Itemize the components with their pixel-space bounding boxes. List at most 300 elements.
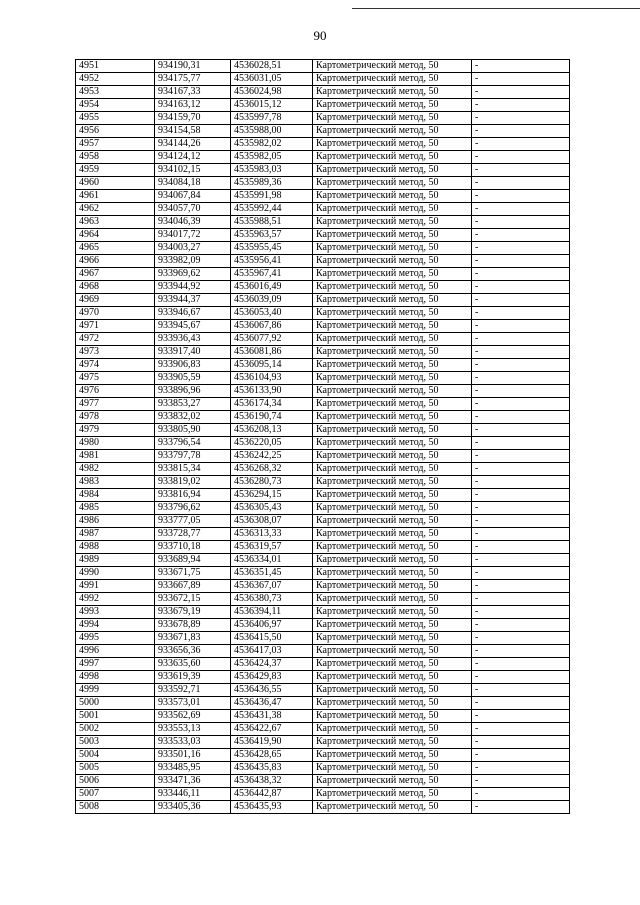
method-cell: Картометрический метод, 50 bbox=[313, 372, 472, 385]
y-coordinate-cell: 4536015,12 bbox=[231, 99, 313, 112]
method-cell: Картометрический метод, 50 bbox=[313, 385, 472, 398]
table-row bbox=[76, 255, 570, 268]
point-number-cell: 4985 bbox=[76, 502, 155, 515]
y-coordinate-cell: 4536351,45 bbox=[231, 567, 313, 580]
point-number-cell: 4988 bbox=[76, 541, 155, 554]
point-number-cell: 4984 bbox=[76, 489, 155, 502]
note-cell: - bbox=[472, 229, 570, 242]
table-row bbox=[76, 554, 570, 567]
y-coordinate-cell: 4535955,45 bbox=[231, 242, 313, 255]
method-cell: Картометрический метод, 50 bbox=[313, 242, 472, 255]
method-cell: Картометрический метод, 50 bbox=[313, 203, 472, 216]
table-row bbox=[76, 281, 570, 294]
note-cell: - bbox=[472, 684, 570, 697]
x-coordinate-cell: 933797,78 bbox=[155, 450, 231, 463]
y-coordinate-cell: 4536028,51 bbox=[231, 60, 313, 73]
y-coordinate-cell: 4536394,11 bbox=[231, 606, 313, 619]
method-cell: Картометрический метод, 50 bbox=[313, 437, 472, 450]
point-number-cell: 4983 bbox=[76, 476, 155, 489]
y-coordinate-cell: 4536174,34 bbox=[231, 398, 313, 411]
note-cell: - bbox=[472, 424, 570, 437]
table-row bbox=[76, 437, 570, 450]
y-coordinate-cell: 4536016,49 bbox=[231, 281, 313, 294]
y-coordinate-cell: 4536406,97 bbox=[231, 619, 313, 632]
method-cell: Картометрический метод, 50 bbox=[313, 554, 472, 567]
x-coordinate-cell: 933796,54 bbox=[155, 437, 231, 450]
point-number-cell: 4979 bbox=[76, 424, 155, 437]
y-coordinate-cell: 4536280,73 bbox=[231, 476, 313, 489]
table-row bbox=[76, 463, 570, 476]
table-row bbox=[76, 567, 570, 580]
table-row bbox=[76, 138, 570, 151]
point-number-cell: 4955 bbox=[76, 112, 155, 125]
method-cell: Картометрический метод, 50 bbox=[313, 645, 472, 658]
table-row bbox=[76, 775, 570, 788]
table-row bbox=[76, 645, 570, 658]
x-coordinate-cell: 933944,37 bbox=[155, 294, 231, 307]
y-coordinate-cell: 4536417,03 bbox=[231, 645, 313, 658]
note-cell: - bbox=[472, 190, 570, 203]
point-number-cell: 4974 bbox=[76, 359, 155, 372]
method-cell: Картометрический метод, 50 bbox=[313, 177, 472, 190]
table-row bbox=[76, 788, 570, 801]
method-cell: Картометрический метод, 50 bbox=[313, 255, 472, 268]
point-number-cell: 4965 bbox=[76, 242, 155, 255]
y-coordinate-cell: 4536077,92 bbox=[231, 333, 313, 346]
y-coordinate-cell: 4536294,15 bbox=[231, 489, 313, 502]
x-coordinate-cell: 934190,31 bbox=[155, 60, 231, 73]
method-cell: Картометрический метод, 50 bbox=[313, 697, 472, 710]
x-coordinate-cell: 934175,77 bbox=[155, 73, 231, 86]
y-coordinate-cell: 4536024,98 bbox=[231, 86, 313, 99]
note-cell: - bbox=[472, 801, 570, 814]
y-coordinate-cell: 4536367,07 bbox=[231, 580, 313, 593]
point-number-cell: 5000 bbox=[76, 697, 155, 710]
method-cell: Картометрический метод, 50 bbox=[313, 476, 472, 489]
y-coordinate-cell: 4535963,57 bbox=[231, 229, 313, 242]
method-cell: Картометрический метод, 50 bbox=[313, 775, 472, 788]
coordinates-table bbox=[75, 59, 570, 814]
table-row bbox=[76, 515, 570, 528]
x-coordinate-cell: 933896,96 bbox=[155, 385, 231, 398]
note-cell: - bbox=[472, 281, 570, 294]
note-cell: - bbox=[472, 216, 570, 229]
note-cell: - bbox=[472, 710, 570, 723]
point-number-cell: 5002 bbox=[76, 723, 155, 736]
y-coordinate-cell: 4535967,41 bbox=[231, 268, 313, 281]
note-cell: - bbox=[472, 762, 570, 775]
point-number-cell: 4968 bbox=[76, 281, 155, 294]
point-number-cell: 4973 bbox=[76, 346, 155, 359]
table-row bbox=[76, 502, 570, 515]
note-cell: - bbox=[472, 606, 570, 619]
table-row bbox=[76, 450, 570, 463]
note-cell: - bbox=[472, 528, 570, 541]
y-coordinate-cell: 4535983,03 bbox=[231, 164, 313, 177]
x-coordinate-cell: 934102,15 bbox=[155, 164, 231, 177]
note-cell: - bbox=[472, 723, 570, 736]
x-coordinate-cell: 933906,83 bbox=[155, 359, 231, 372]
table-row bbox=[76, 99, 570, 112]
point-number-cell: 4972 bbox=[76, 333, 155, 346]
x-coordinate-cell: 933944,92 bbox=[155, 281, 231, 294]
y-coordinate-cell: 4535988,00 bbox=[231, 125, 313, 138]
method-cell: Картометрический метод, 50 bbox=[313, 580, 472, 593]
y-coordinate-cell: 4536435,93 bbox=[231, 801, 313, 814]
method-cell: Картометрический метод, 50 bbox=[313, 60, 472, 73]
point-number-cell: 4964 bbox=[76, 229, 155, 242]
point-number-cell: 4969 bbox=[76, 294, 155, 307]
note-cell: - bbox=[472, 99, 570, 112]
table-row bbox=[76, 723, 570, 736]
y-coordinate-cell: 4536220,05 bbox=[231, 437, 313, 450]
x-coordinate-cell: 933982,09 bbox=[155, 255, 231, 268]
point-number-cell: 4977 bbox=[76, 398, 155, 411]
coordinates-table-body bbox=[76, 60, 570, 814]
y-coordinate-cell: 4536436,55 bbox=[231, 684, 313, 697]
table-row bbox=[76, 229, 570, 242]
x-coordinate-cell: 933679,19 bbox=[155, 606, 231, 619]
y-coordinate-cell: 4536190,74 bbox=[231, 411, 313, 424]
note-cell: - bbox=[472, 645, 570, 658]
table-row bbox=[76, 294, 570, 307]
method-cell: Картометрический метод, 50 bbox=[313, 86, 472, 99]
table-row bbox=[76, 528, 570, 541]
x-coordinate-cell: 933533,03 bbox=[155, 736, 231, 749]
x-coordinate-cell: 934167,33 bbox=[155, 86, 231, 99]
table-row bbox=[76, 346, 570, 359]
point-number-cell: 4966 bbox=[76, 255, 155, 268]
x-coordinate-cell: 934017,72 bbox=[155, 229, 231, 242]
x-coordinate-cell: 934144,26 bbox=[155, 138, 231, 151]
point-number-cell: 4978 bbox=[76, 411, 155, 424]
method-cell: Картометрический метод, 50 bbox=[313, 567, 472, 580]
y-coordinate-cell: 4536208,13 bbox=[231, 424, 313, 437]
x-coordinate-cell: 933777,05 bbox=[155, 515, 231, 528]
point-number-cell: 5001 bbox=[76, 710, 155, 723]
table-row bbox=[76, 632, 570, 645]
note-cell: - bbox=[472, 697, 570, 710]
y-coordinate-cell: 4536431,38 bbox=[231, 710, 313, 723]
y-coordinate-cell: 4536081,86 bbox=[231, 346, 313, 359]
note-cell: - bbox=[472, 60, 570, 73]
note-cell: - bbox=[472, 320, 570, 333]
y-coordinate-cell: 4536305,43 bbox=[231, 502, 313, 515]
page-number: 90 bbox=[313, 28, 327, 43]
note-cell: - bbox=[472, 138, 570, 151]
y-coordinate-cell: 4536436,47 bbox=[231, 697, 313, 710]
method-cell: Картометрический метод, 50 bbox=[313, 411, 472, 424]
top-rule bbox=[352, 8, 640, 9]
point-number-cell: 4953 bbox=[76, 86, 155, 99]
table-row bbox=[76, 684, 570, 697]
method-cell: Картометрический метод, 50 bbox=[313, 333, 472, 346]
x-coordinate-cell: 933969,62 bbox=[155, 268, 231, 281]
table-row bbox=[76, 424, 570, 437]
x-coordinate-cell: 933671,75 bbox=[155, 567, 231, 580]
x-coordinate-cell: 934163,12 bbox=[155, 99, 231, 112]
note-cell: - bbox=[472, 775, 570, 788]
point-number-cell: 4976 bbox=[76, 385, 155, 398]
point-number-cell: 5003 bbox=[76, 736, 155, 749]
method-cell: Картометрический метод, 50 bbox=[313, 359, 472, 372]
y-coordinate-cell: 4536422,67 bbox=[231, 723, 313, 736]
x-coordinate-cell: 933485,95 bbox=[155, 762, 231, 775]
point-number-cell: 4971 bbox=[76, 320, 155, 333]
x-coordinate-cell: 933945,67 bbox=[155, 320, 231, 333]
method-cell: Картометрический метод, 50 bbox=[313, 658, 472, 671]
table-row bbox=[76, 125, 570, 138]
x-coordinate-cell: 933946,67 bbox=[155, 307, 231, 320]
table-row bbox=[76, 86, 570, 99]
method-cell: Картометрический метод, 50 bbox=[313, 307, 472, 320]
y-coordinate-cell: 4535991,98 bbox=[231, 190, 313, 203]
point-number-cell: 4991 bbox=[76, 580, 155, 593]
y-coordinate-cell: 4536442,87 bbox=[231, 788, 313, 801]
method-cell: Картометрический метод, 50 bbox=[313, 619, 472, 632]
method-cell: Картометрический метод, 50 bbox=[313, 463, 472, 476]
table-row bbox=[76, 489, 570, 502]
y-coordinate-cell: 4536053,40 bbox=[231, 307, 313, 320]
table-row bbox=[76, 242, 570, 255]
y-coordinate-cell: 4535982,02 bbox=[231, 138, 313, 151]
table-row bbox=[76, 307, 570, 320]
note-cell: - bbox=[472, 593, 570, 606]
x-coordinate-cell: 933672,15 bbox=[155, 593, 231, 606]
method-cell: Картометрический метод, 50 bbox=[313, 268, 472, 281]
point-number-cell: 4989 bbox=[76, 554, 155, 567]
y-coordinate-cell: 4536435,83 bbox=[231, 762, 313, 775]
method-cell: Картометрический метод, 50 bbox=[313, 736, 472, 749]
table-row bbox=[76, 476, 570, 489]
note-cell: - bbox=[472, 268, 570, 281]
table-row bbox=[76, 112, 570, 125]
x-coordinate-cell: 933728,77 bbox=[155, 528, 231, 541]
y-coordinate-cell: 4535988,51 bbox=[231, 216, 313, 229]
note-cell: - bbox=[472, 203, 570, 216]
note-cell: - bbox=[472, 164, 570, 177]
x-coordinate-cell: 933816,94 bbox=[155, 489, 231, 502]
note-cell: - bbox=[472, 177, 570, 190]
note-cell: - bbox=[472, 489, 570, 502]
point-number-cell: 5007 bbox=[76, 788, 155, 801]
method-cell: Картометрический метод, 50 bbox=[313, 424, 472, 437]
point-number-cell: 4970 bbox=[76, 307, 155, 320]
note-cell: - bbox=[472, 476, 570, 489]
x-coordinate-cell: 933815,34 bbox=[155, 463, 231, 476]
note-cell: - bbox=[472, 619, 570, 632]
note-cell: - bbox=[472, 411, 570, 424]
point-number-cell: 4956 bbox=[76, 125, 155, 138]
x-coordinate-cell: 933573,01 bbox=[155, 697, 231, 710]
point-number-cell: 4962 bbox=[76, 203, 155, 216]
note-cell: - bbox=[472, 73, 570, 86]
x-coordinate-cell: 933667,89 bbox=[155, 580, 231, 593]
x-coordinate-cell: 933689,94 bbox=[155, 554, 231, 567]
y-coordinate-cell: 4535982,05 bbox=[231, 151, 313, 164]
method-cell: Картометрический метод, 50 bbox=[313, 151, 472, 164]
point-number-cell: 4954 bbox=[76, 99, 155, 112]
table-row bbox=[76, 697, 570, 710]
x-coordinate-cell: 934046,39 bbox=[155, 216, 231, 229]
method-cell: Картометрический метод, 50 bbox=[313, 229, 472, 242]
table-row bbox=[76, 398, 570, 411]
table-row bbox=[76, 268, 570, 281]
point-number-cell: 4951 bbox=[76, 60, 155, 73]
point-number-cell: 4996 bbox=[76, 645, 155, 658]
note-cell: - bbox=[472, 502, 570, 515]
y-coordinate-cell: 4536424,37 bbox=[231, 658, 313, 671]
method-cell: Картометрический метод, 50 bbox=[313, 99, 472, 112]
point-number-cell: 5008 bbox=[76, 801, 155, 814]
x-coordinate-cell: 933619,39 bbox=[155, 671, 231, 684]
method-cell: Картометрический метод, 50 bbox=[313, 190, 472, 203]
note-cell: - bbox=[472, 294, 570, 307]
point-number-cell: 4993 bbox=[76, 606, 155, 619]
table-row bbox=[76, 606, 570, 619]
point-number-cell: 4995 bbox=[76, 632, 155, 645]
y-coordinate-cell: 4536429,83 bbox=[231, 671, 313, 684]
x-coordinate-cell: 933905,59 bbox=[155, 372, 231, 385]
y-coordinate-cell: 4535956,41 bbox=[231, 255, 313, 268]
x-coordinate-cell: 933917,40 bbox=[155, 346, 231, 359]
table-row bbox=[76, 411, 570, 424]
table-row bbox=[76, 749, 570, 762]
x-coordinate-cell: 933710,18 bbox=[155, 541, 231, 554]
method-cell: Картометрический метод, 50 bbox=[313, 346, 472, 359]
note-cell: - bbox=[472, 151, 570, 164]
point-number-cell: 4959 bbox=[76, 164, 155, 177]
point-number-cell: 4986 bbox=[76, 515, 155, 528]
y-coordinate-cell: 4536308,07 bbox=[231, 515, 313, 528]
x-coordinate-cell: 934154,58 bbox=[155, 125, 231, 138]
method-cell: Картометрический метод, 50 bbox=[313, 502, 472, 515]
table-row bbox=[76, 593, 570, 606]
x-coordinate-cell: 933592,71 bbox=[155, 684, 231, 697]
x-coordinate-cell: 933405,36 bbox=[155, 801, 231, 814]
method-cell: Картометрический метод, 50 bbox=[313, 138, 472, 151]
y-coordinate-cell: 4536095,14 bbox=[231, 359, 313, 372]
table-row bbox=[76, 151, 570, 164]
point-number-cell: 4992 bbox=[76, 593, 155, 606]
point-number-cell: 4981 bbox=[76, 450, 155, 463]
table-row bbox=[76, 203, 570, 216]
note-cell: - bbox=[472, 346, 570, 359]
point-number-cell: 4957 bbox=[76, 138, 155, 151]
y-coordinate-cell: 4536319,57 bbox=[231, 541, 313, 554]
y-coordinate-cell: 4536380,73 bbox=[231, 593, 313, 606]
method-cell: Картометрический метод, 50 bbox=[313, 515, 472, 528]
note-cell: - bbox=[472, 112, 570, 125]
point-number-cell: 4994 bbox=[76, 619, 155, 632]
method-cell: Картометрический метод, 50 bbox=[313, 294, 472, 307]
note-cell: - bbox=[472, 580, 570, 593]
point-number-cell: 4980 bbox=[76, 437, 155, 450]
method-cell: Картометрический метод, 50 bbox=[313, 541, 472, 554]
x-coordinate-cell: 933853,27 bbox=[155, 398, 231, 411]
method-cell: Картометрический метод, 50 bbox=[313, 671, 472, 684]
y-coordinate-cell: 4536419,90 bbox=[231, 736, 313, 749]
table-row bbox=[76, 671, 570, 684]
table-row bbox=[76, 541, 570, 554]
y-coordinate-cell: 4536334,01 bbox=[231, 554, 313, 567]
note-cell: - bbox=[472, 372, 570, 385]
method-cell: Картометрический метод, 50 bbox=[313, 723, 472, 736]
point-number-cell: 4987 bbox=[76, 528, 155, 541]
y-coordinate-cell: 4535989,36 bbox=[231, 177, 313, 190]
point-number-cell: 4963 bbox=[76, 216, 155, 229]
point-number-cell: 4961 bbox=[76, 190, 155, 203]
x-coordinate-cell: 933936,43 bbox=[155, 333, 231, 346]
point-number-cell: 5004 bbox=[76, 749, 155, 762]
table-row bbox=[76, 372, 570, 385]
y-coordinate-cell: 4535992,44 bbox=[231, 203, 313, 216]
x-coordinate-cell: 933805,90 bbox=[155, 424, 231, 437]
x-coordinate-cell: 933819,02 bbox=[155, 476, 231, 489]
method-cell: Картометрический метод, 50 bbox=[313, 762, 472, 775]
method-cell: Картометрический метод, 50 bbox=[313, 489, 472, 502]
method-cell: Картометрический метод, 50 bbox=[313, 73, 472, 86]
table-row bbox=[76, 580, 570, 593]
table-row bbox=[76, 658, 570, 671]
x-coordinate-cell: 934084,18 bbox=[155, 177, 231, 190]
method-cell: Картометрический метод, 50 bbox=[313, 801, 472, 814]
note-cell: - bbox=[472, 359, 570, 372]
x-coordinate-cell: 933678,89 bbox=[155, 619, 231, 632]
point-number-cell: 4975 bbox=[76, 372, 155, 385]
y-coordinate-cell: 4535997,78 bbox=[231, 112, 313, 125]
x-coordinate-cell: 933832,02 bbox=[155, 411, 231, 424]
method-cell: Картометрический метод, 50 bbox=[313, 710, 472, 723]
x-coordinate-cell: 934067,84 bbox=[155, 190, 231, 203]
y-coordinate-cell: 4536039,09 bbox=[231, 294, 313, 307]
table-row bbox=[76, 177, 570, 190]
point-number-cell: 4982 bbox=[76, 463, 155, 476]
method-cell: Картометрический метод, 50 bbox=[313, 593, 472, 606]
point-number-cell: 5006 bbox=[76, 775, 155, 788]
y-coordinate-cell: 4536067,86 bbox=[231, 320, 313, 333]
table-row bbox=[76, 801, 570, 814]
point-number-cell: 4990 bbox=[76, 567, 155, 580]
x-coordinate-cell: 933656,36 bbox=[155, 645, 231, 658]
x-coordinate-cell: 933553,13 bbox=[155, 723, 231, 736]
method-cell: Картометрический метод, 50 bbox=[313, 450, 472, 463]
point-number-cell: 5005 bbox=[76, 762, 155, 775]
method-cell: Картометрический метод, 50 bbox=[313, 164, 472, 177]
point-number-cell: 4967 bbox=[76, 268, 155, 281]
x-coordinate-cell: 934003,27 bbox=[155, 242, 231, 255]
method-cell: Картометрический метод, 50 bbox=[313, 684, 472, 697]
table-row bbox=[76, 320, 570, 333]
note-cell: - bbox=[472, 86, 570, 99]
method-cell: Картометрический метод, 50 bbox=[313, 320, 472, 333]
note-cell: - bbox=[472, 333, 570, 346]
y-coordinate-cell: 4536242,25 bbox=[231, 450, 313, 463]
method-cell: Картометрический метод, 50 bbox=[313, 125, 472, 138]
y-coordinate-cell: 4536415,50 bbox=[231, 632, 313, 645]
note-cell: - bbox=[472, 515, 570, 528]
point-number-cell: 4958 bbox=[76, 151, 155, 164]
y-coordinate-cell: 4536268,32 bbox=[231, 463, 313, 476]
method-cell: Картометрический метод, 50 bbox=[313, 749, 472, 762]
table-row bbox=[76, 60, 570, 73]
note-cell: - bbox=[472, 736, 570, 749]
point-number-cell: 4960 bbox=[76, 177, 155, 190]
table-row bbox=[76, 385, 570, 398]
note-cell: - bbox=[472, 242, 570, 255]
x-coordinate-cell: 934124,12 bbox=[155, 151, 231, 164]
note-cell: - bbox=[472, 541, 570, 554]
